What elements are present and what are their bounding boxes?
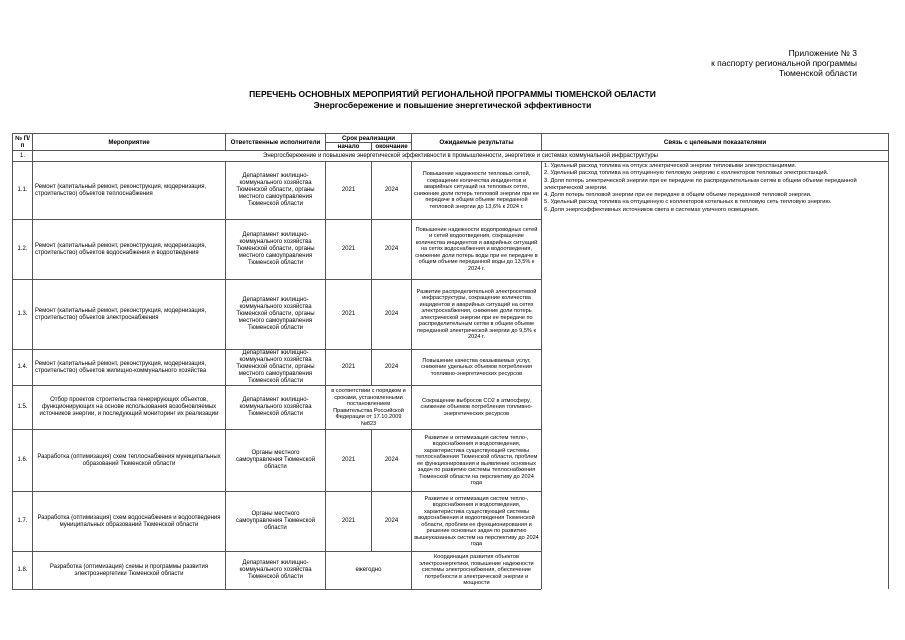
- indicator-item: 6. Доля энергоэффективных источников света в системах уличного освещения.: [544, 206, 760, 213]
- header-row-1: [13, 134, 889, 143]
- row-responsible: Департамент жилищно-коммунального хозяйства Тюменской области, органы местного самоуправления Тюменской области: [226, 280, 326, 350]
- section-row: [13, 151, 889, 162]
- indicators-cell: [542, 162, 889, 590]
- row-results: Сокращение выбросов CO2 в атмосферу, снижение объемов потребления топливно-энергетических ресурсов: [412, 386, 542, 430]
- row-results: Развитие распределительной электросетевой инфраструктуры, сокращение количества инцидентов и аварийных ситуаций на сетях электроснабжения, снижение доли потерь электрической энергии при ее передаче по распределительным сетям в общем объеме переданной электрической энергии до 9,5% к 2024 г.: [412, 280, 542, 350]
- row-event: Разработка (оптимизация) схем теплоснабжения муниципальных образований Тюменской области: [33, 430, 226, 492]
- header-responsible: Ответственные исполнители: [226, 134, 326, 151]
- row-results: Повышение надежности тепловых сетей, сокращение количества инцидентов и аварийных ситуаций на тепловых сетях, снижение доли потерь тепловой энергии при ее передаче в общем объеме переданной тепловой энергии до 13,6% к 2024 г.: [412, 162, 542, 220]
- row-results: Координация развития объектов электроэнергетики, повышение надежности системы электроснабжения, обеспечение потребности в электрической энергии и мощности: [412, 552, 542, 590]
- row-period: в соответствии с порядком и сроками, установленными постановлением Правительства Российской Федерации от 17.10.2009 №823: [326, 386, 412, 430]
- table-row: [13, 162, 889, 220]
- row-start: 2021: [326, 350, 372, 386]
- row-end: 2024: [372, 162, 412, 220]
- row-end: 2024: [372, 350, 412, 386]
- header-num: № П/п: [13, 134, 33, 151]
- annex-line-1: Приложение № 3: [788, 48, 857, 58]
- row-num: 1.7.: [13, 492, 33, 552]
- row-start: 2021: [326, 162, 372, 220]
- row-end: 2024: [372, 430, 412, 492]
- row-num: 1.4.: [13, 350, 33, 386]
- row-num: 1.5.: [13, 386, 33, 430]
- indicator-item: 5. Удельный расход топлива на отпущенную с коллекторов котельных в тепловую сеть тепловую энергию.: [544, 199, 832, 206]
- row-period: ежегодно: [326, 552, 412, 590]
- document-title: [0, 89, 905, 111]
- row-start: 2021: [326, 492, 372, 552]
- row-results: Повышение качества оказываемых услуг, снижение удельных объемов потребления топливно-энергетических ресурсов: [412, 350, 542, 386]
- row-results: Развитие и оптимизация систем тепло-, водоснабжения и водоотведения, характеристика существующей системы теплоснабжения Тюменской области, проблем ее функционирования и выявление основных задач по развитию системы теплоснабжения Тюменской области на перспективу до 2024 года: [412, 430, 542, 492]
- row-start: 2021: [326, 430, 372, 492]
- indicator-item: 2. Удельный расход топлива на отпущенную тепловую энергию с коллекторов тепловых электростанций.: [544, 170, 829, 177]
- header-period: Срок реализации: [326, 134, 412, 143]
- indicator-item: 1. Удельный расход топлива на отпуск электрической энергии тепловыми электростанциями.: [544, 163, 797, 169]
- row-responsible: Департамент жилищно-коммунального хозяйства Тюменской области, органы местного самоуправления Тюменской области: [226, 350, 326, 386]
- row-results: Повышение надежности водопроводных сетей и сетей водоотведения, сокращение количества инцидентов и аварийных ситуаций на сетях водоснабжения и водоотведения, снижение доли потерь воды при ее передаче в общем объеме переданной воды до 13,5% к 2024 г.: [412, 220, 542, 280]
- row-event: Ремонт (капитальный ремонт, реконструкция, модернизация, строительство) объектов электроснабжения: [33, 280, 226, 350]
- header-event: Мероприятие: [33, 134, 226, 151]
- row-event: Разработка (оптимизация) схемы и программы развития электроэнергетики Тюменской области: [33, 552, 226, 590]
- indicator-item: 3. Доля потерь электрической энергии при ее передаче по распределительным сетям в общем объеме переданной электрической энергии.: [544, 177, 857, 191]
- annex-line-3: Тюменской области: [778, 68, 857, 78]
- section-num: 1.: [13, 151, 33, 162]
- row-start: 2021: [326, 280, 372, 350]
- title-sub: Энергосбережение и повышение энергетической эффективности: [313, 100, 592, 110]
- header-results: Ожидаемые результаты: [412, 134, 542, 151]
- row-results: Развитие и оптимизация систем тепло-, водоснабжения и водоотведения, характеристика существующей системы водоснабжения и водоотведения Тюменской области, проблем ее функционирования и решение основных задач по развитию вышеуказанных систем на перспективу до 2024 года: [412, 492, 542, 552]
- header-end: окончание: [372, 143, 412, 151]
- indicator-item: 4. Доля потерь тепловой энергии при ее передаче в общем объеме переданной тепловой энергии.: [544, 192, 812, 199]
- row-responsible: Департамент жилищно-коммунального хозяйства Тюменской области, органы местного самоуправления Тюменской области: [226, 162, 326, 220]
- row-num: 1.8.: [13, 552, 33, 590]
- row-num: 1.1.: [13, 162, 33, 220]
- annex-note: [711, 48, 857, 78]
- row-start: 2021: [326, 220, 372, 280]
- row-event: Отбор проектов строительства генерирующих объектов, функционирующих на основе использования возобновляемых источников энергии, и последующий мониторинг их реализации: [33, 386, 226, 430]
- title-main: ПЕРЕЧЕНЬ ОСНОВНЫХ МЕРОПРИЯТИЙ РЕГИОНАЛЬНОЙ ПРОГРАММЫ ТЮМЕНСКОЙ ОБЛАСТИ: [249, 89, 656, 99]
- row-responsible: Департамент жилищно-коммунального хозяйства Тюменской области: [226, 386, 326, 430]
- row-num: 1.3.: [13, 280, 33, 350]
- row-num: 1.6.: [13, 430, 33, 492]
- annex-line-2: к паспорту региональной программы: [711, 58, 857, 68]
- row-responsible: Департамент жилищно-коммунального хозяйства Тюменской области, органы местного самоуправления Тюменской области: [226, 220, 326, 280]
- row-end: 2024: [372, 220, 412, 280]
- row-event: Разработка (оптимизация) схем водоснабжения и водоотведения муниципальных образований Тюменской области: [33, 492, 226, 552]
- events-table: [12, 133, 889, 590]
- row-num: 1.2.: [13, 220, 33, 280]
- row-end: 2024: [372, 492, 412, 552]
- section-title: Энергосбережение и повышение энергетической эффективности в промышленности, энергетике и системах коммунальной инфраструктуры: [33, 151, 889, 162]
- row-event: Ремонт (капитальный ремонт, реконструкция, модернизация, строительство) объектов жилищно-коммунального хозяйства: [33, 350, 226, 386]
- row-responsible: Органы местного самоуправления Тюменской области: [226, 492, 326, 552]
- row-event: Ремонт (капитальный ремонт, реконструкция, модернизация, строительство) объектов водоснабжения и водоотведения: [33, 220, 226, 280]
- header-indicators: Связь с целевыми показателями: [542, 134, 889, 151]
- row-responsible: Органы местного самоуправления Тюменской области: [226, 430, 326, 492]
- header-start: начало: [326, 143, 372, 151]
- row-event: Ремонт (капитальный ремонт, реконструкция, модернизация, строительство) объектов теплоснабжения: [33, 162, 226, 220]
- row-responsible: Департамент жилищно-коммунального хозяйства Тюменской области: [226, 552, 326, 590]
- row-end: 2024: [372, 280, 412, 350]
